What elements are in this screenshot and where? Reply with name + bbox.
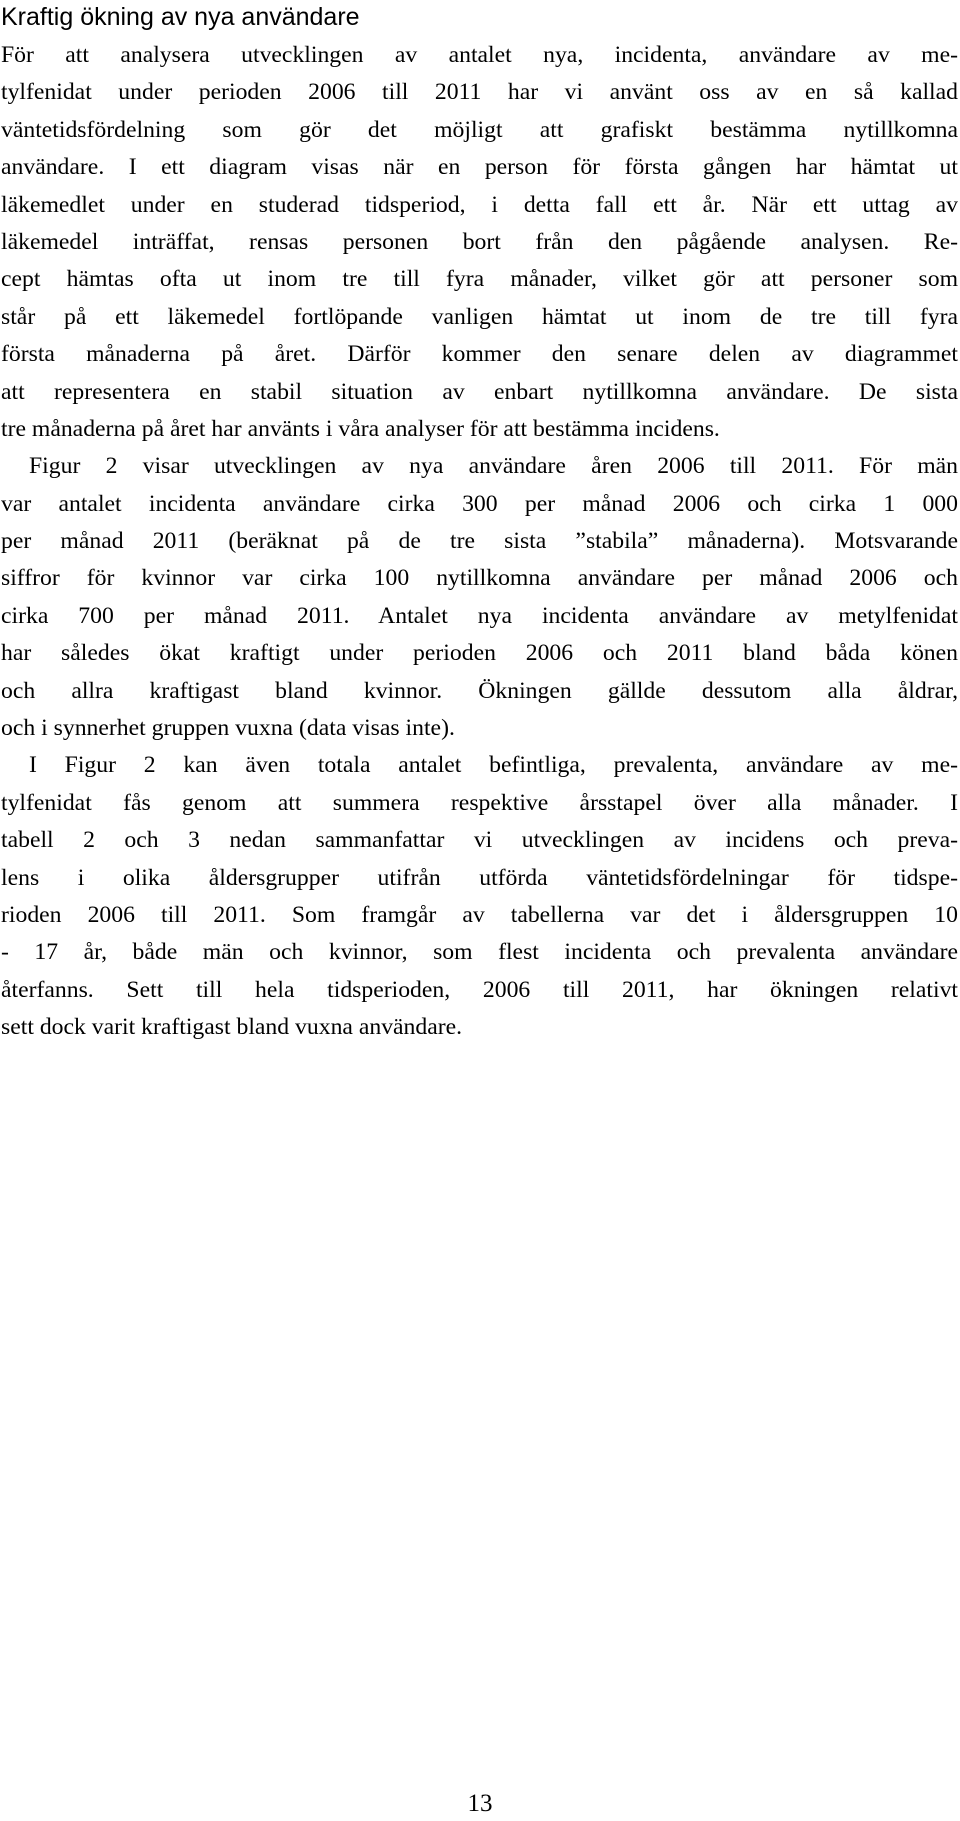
text-line: Figur 2 visar utvecklingen av nya användare åren 2006 till 2011. För män [29,453,958,480]
text-line: användare. I ett diagram visas när en person för första gången har hämtat ut [1,154,958,181]
text-line: var antalet incidenta användare cirka 300 per månad 2006 och cirka 1 000 [1,490,958,517]
text-line: första månaderna på året. Därför kommer den senare delen av diagrammet [1,341,958,368]
text-line: har således ökat kraftigt under perioden 2006 och 2011 bland båda könen [1,640,958,667]
text-line: per månad 2011 (beräknat på de tre sista ”stabila” månaderna). Motsvarande [1,528,958,555]
text-line: siffror för kvinnor var cirka 100 nytillkomna användare per månad 2006 och [1,565,958,592]
text-line: tylfenidat fås genom att summera respektive årsstapel över alla månader. I [1,789,958,816]
text-line: cirka 700 per månad 2011. Antalet nya incidenta användare av metylfenidat [1,602,958,629]
paragraph-prevalence [1,747,958,1046]
paragraph-figure-2 [1,448,958,747]
text-line: väntetidsfördelning som gör det möjligt att grafiskt bestämma nytillkomna [1,116,958,143]
text-line: tre månaderna på året har använts i våra analyser för att bestämma incidens. [1,415,720,442]
text-line: sett dock varit kraftigast bland vuxna användare. [1,1014,463,1041]
text-line: tabell 2 och 3 nedan sammanfattar vi utvecklingen av incidens och preva- [1,827,958,854]
section-heading: Kraftig ökning av nya användare [1,3,360,31]
paragraph-method [1,37,958,448]
text-line: - 17 år, både män och kvinnor, som flest incidenta och prevalenta användare [1,939,958,966]
text-line: rioden 2006 till 2011. Som framgår av tabellerna var det i åldersgruppen 10 [1,901,958,928]
text-line: För att analysera utvecklingen av antalet nya, incidenta, användare av me- [1,42,958,68]
text-line: återfanns. Sett till hela tidsperioden, 2006 till 2011, har ökningen relativt [1,976,958,1003]
text-line: och i synnerhet gruppen vuxna (data visas inte). [1,715,455,742]
text-line: I Figur 2 kan även totala antalet befintliga, prevalenta, användare av me- [29,752,958,779]
body-text [1,37,958,1047]
text-line: lens i olika åldersgrupper utifrån utförda väntetidsfördelningar för tidspe- [1,864,958,891]
text-line: läkemedlet under en studerad tidsperiod, i detta fall ett år. När ett uttag av [1,191,958,218]
page-number: 13 [467,1790,493,1817]
text-line: att representera en stabil situation av enbart nytillkomna användare. De sista [1,378,958,405]
text-line: står på ett läkemedel fortlöpande vanligen hämtat ut inom de tre till fyra [1,303,958,330]
text-line: och allra kraftigast bland kvinnor. Ökningen gällde dessutom alla åldrar, [1,677,958,704]
text-line: läkemedel inträffat, rensas personen bort från den pågående analysen. Re- [1,228,958,255]
text-line: cept hämtas ofta ut inom tre till fyra månader, vilket gör att personer som [1,266,958,293]
text-line: tylfenidat under perioden 2006 till 2011 har vi använt oss av en så kallad [1,79,958,106]
